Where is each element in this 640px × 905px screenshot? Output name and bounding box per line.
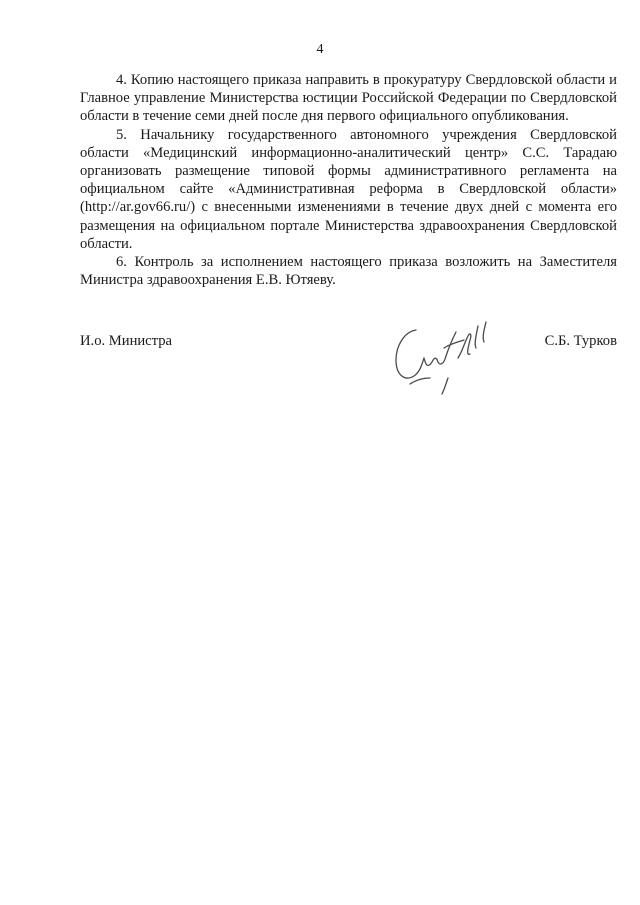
signatory-name: С.Б. Турков — [544, 333, 617, 349]
signatory-title: И.о. Министра — [80, 333, 172, 349]
signature-row — [80, 333, 617, 353]
paragraph-item-6: 6. Контроль за исполнением настоящего приказа возложить на Заместителя Министра здравоохранения Е.В. Ютяеву. — [80, 254, 617, 289]
page-number: 4 — [316, 42, 324, 57]
handwritten-signature — [386, 318, 506, 396]
document-body — [80, 71, 617, 289]
paragraph-item-4: 4. Копию настоящего приказа направить в прокуратуру Свердловской области и Главное управление Министерства юстиции Российской Федерации по Свердловской области в течение семи дней после дня первого официального опубликования. — [80, 72, 617, 125]
paragraph-item-5: 5. Начальнику государственного автономного учреждения Свердловской области «Медицинский информационно-аналитический центр» С.С. Тарадаю организовать размещение типовой формы административного регламента на официальном сайте «Административная реформа в Свердловской области» (http://ar.gov66.ru/) с внесенными изменениями в течение двух дней с момента его размещения на официальном портале Министерства здравоохранения Свердловской области. — [80, 126, 617, 252]
